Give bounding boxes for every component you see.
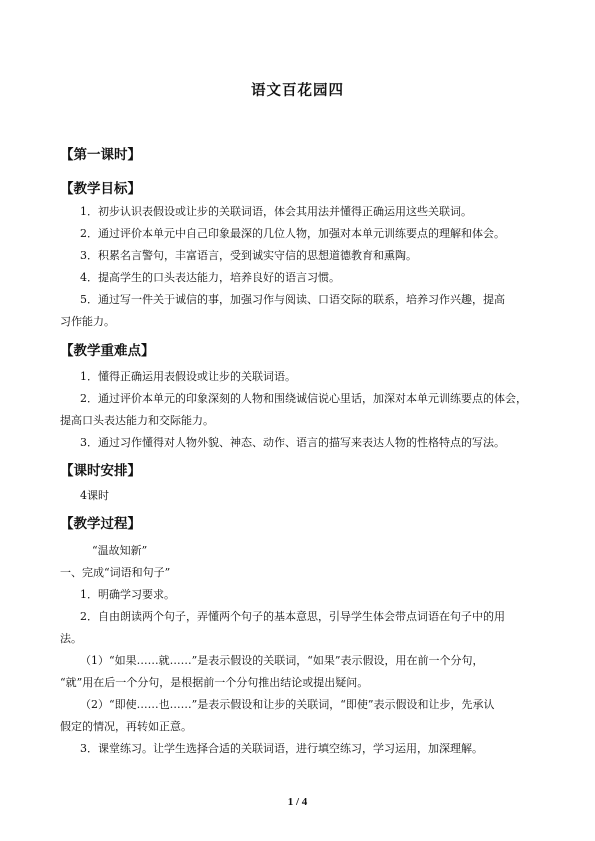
process-line: 1．明确学习要求。: [80, 588, 175, 601]
page-number: 1 / 4: [287, 796, 308, 808]
process-line: 假定的情况，再转如正意。: [60, 720, 192, 733]
process-line: “温故知新”: [92, 544, 148, 557]
heading-lesson: 【第一课时】: [60, 147, 141, 163]
process-line: 法。: [60, 632, 82, 645]
process-line: （1）“如果……就……”是表示假设的关联词，“如果”表示假设，用在前一个分句，: [80, 654, 484, 667]
process-line: “就”用在后一个分句，是根据前一个分句推出结论或提出疑问。: [60, 676, 369, 689]
key-point-item: 2．通过评价本单元的印象深刻的人物和围绕诚信说心里话，加深对本单元训练要点的体会，: [80, 392, 527, 405]
key-point-item-continued: 提高口头表达能力和交际能力。: [60, 414, 214, 427]
key-point-item: 3．通过习作懂得对人物外貌、神态、动作、语言的描写来表达人物的性格特点的写法。: [80, 436, 505, 449]
process-line: 3．课堂练习。让学生选择合适的关联词语，进行填空练习，学习运用，加深理解。: [80, 742, 483, 755]
heading-key-points: 【教学重难点】: [60, 343, 155, 359]
process-line: 2．自由朗读两个句子，弄懂两个句子的基本意思，引导学生体会带点词语在句子中的用: [80, 610, 505, 623]
goal-item: 3．积累名言警句，丰富语言，受到诚实守信的思想道德教育和熏陶。: [80, 249, 417, 262]
goal-item-continued: 习作能力。: [60, 315, 115, 328]
key-point-item: 1．懂得正确运用表假设或让步的关联词语。: [80, 370, 296, 383]
heading-goals: 【教学目标】: [60, 181, 141, 197]
process-line: （2）“即使……也……”是表示假设和让步的关联词，“即使”表示假设和让步，先承认: [80, 698, 495, 711]
schedule-text: 4课时: [80, 489, 109, 502]
goal-item: 5．通过写一件关于诚信的事，加强习作与阅读、口语交际的联系，培养习作兴趣，提高: [80, 293, 505, 306]
heading-schedule: 【课时安排】: [60, 463, 141, 479]
page-title: 语文百花园四: [251, 83, 344, 99]
process-line: 一、完成“词语和句子”: [60, 566, 171, 579]
goal-item: 4．提高学生的口头表达能力，培养良好的语言习惯。: [80, 271, 340, 284]
goal-item: 2．通过评价本单元中自己印象最深的几位人物，加强对本单元训练要点的理解和体会。: [80, 227, 505, 240]
heading-process: 【教学过程】: [60, 516, 141, 532]
goal-item: 1．初步认识表假设或让步的关联词语，体会其用法并懂得正确运用这些关联词。: [80, 205, 472, 218]
